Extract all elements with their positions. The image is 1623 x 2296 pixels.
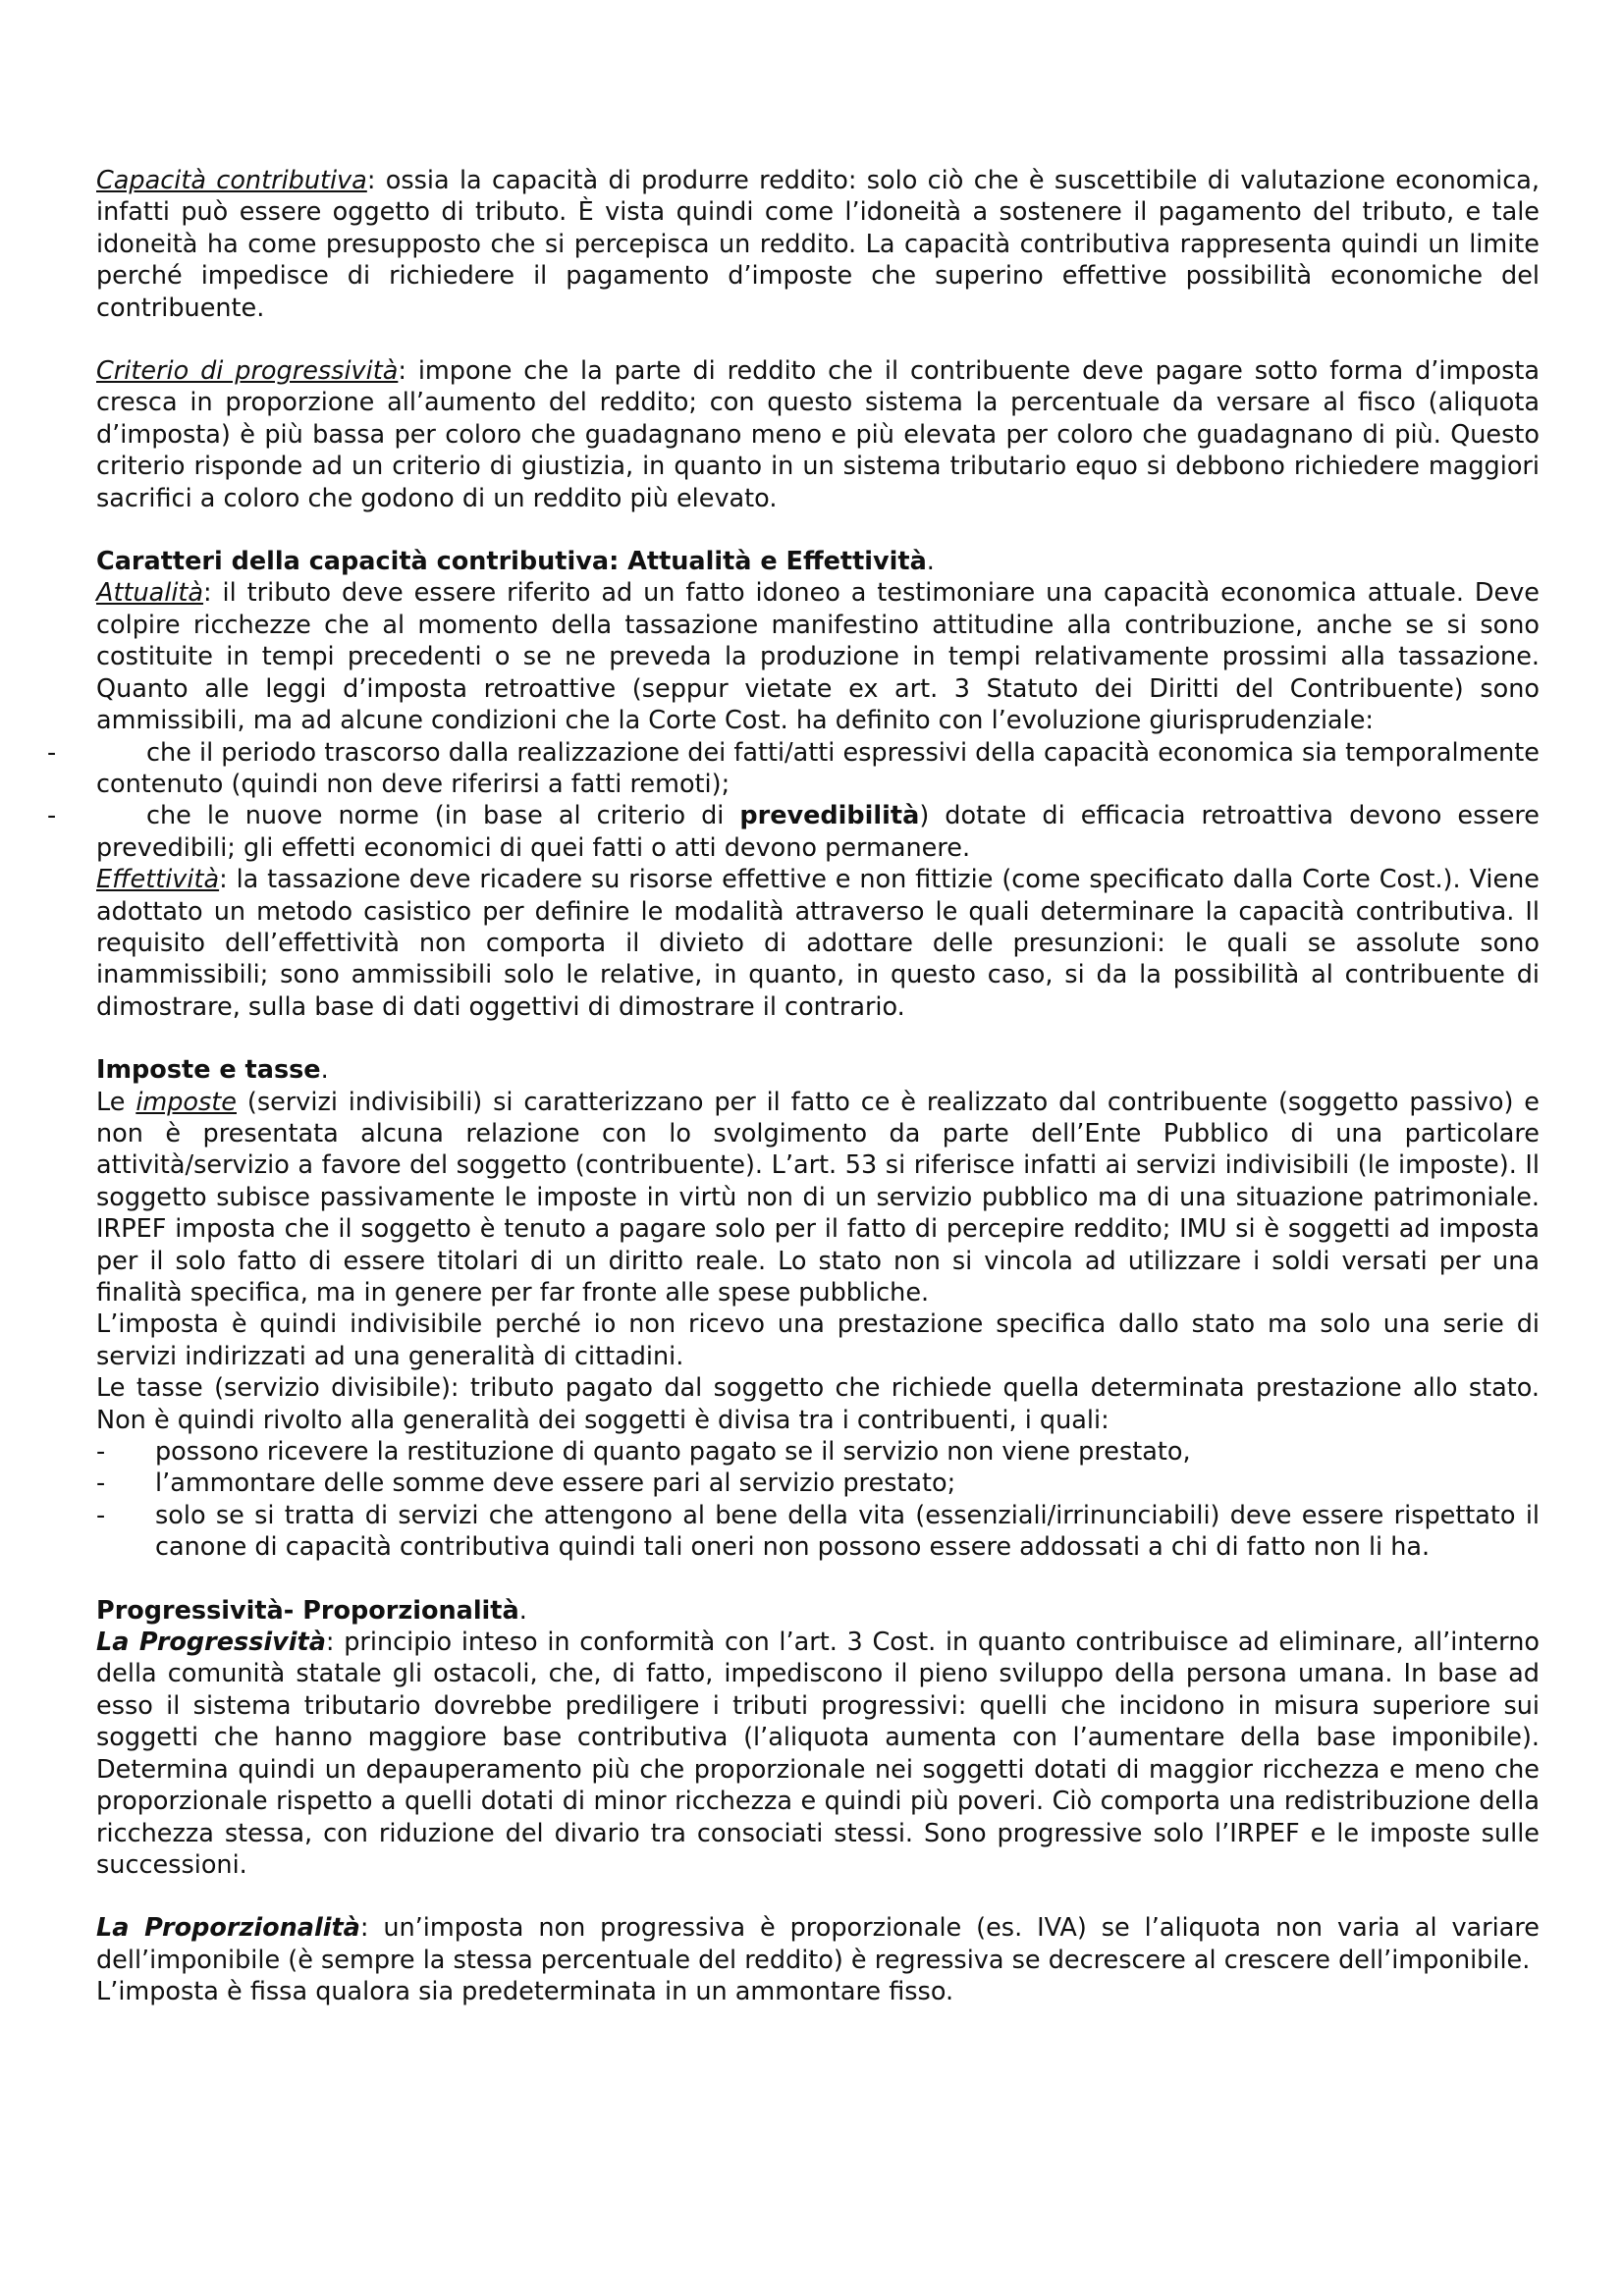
list-item-text: l’ammontare delle somme deve essere pari al servizio prestato; [155,1468,956,1499]
paragraph-imposte [96,1087,1540,1309]
list-item [96,1468,1540,1499]
heading-text: Imposte e tasse [96,1055,321,1086]
heading-text: Progressività- Proporzionalità [96,1595,519,1626]
dash-bullet: - [96,1437,106,1468]
paragraph-la-progressivita [96,1627,1540,1881]
paragraph-text: : principio inteso in conformità con l’art. 3 Cost. in quanto contribuisce ad eliminare, all’interno della comunità statale gli ostacoli, che, di fatto, impediscono il pieno sviluppo della persona umana. In base ad esso il sistema tributario dovrebbe prediligere i tributi progressivi: quelli che incidono in misura superiore sui soggetti che hanno maggiore base contributiva (l’aliquota aumenta con l’aumentare della base imponibile). Determina quindi un depauperamento più che proporzionale nei soggetti dotati di maggior ricchezza e meno che proporzionale rispetto a quelli dotati di minor ricchezza e quindi più poveri. Ciò comporta una redistribuzione della ricchezza stessa, con riduzione del divario tra consociati stessi. Sono progressive solo l’IRPEF e le imposte sulle successioni. [96,1628,1540,1880]
paragraph-text: : ossia la capacità di produrre reddito: solo ciò che è suscettibile di valutazione economica, infatti può essere oggetto di tributo. È vista quindi come l’idoneità a sostenere il pagamento del tributo, e tale idoneità ha come presupposto che si percepisca un reddito. La capacità contributiva rappresenta quindi un limite perché impedisce di richiedere il pagamento d’imposte che superino effettive possibilità economiche del contribuente. [96,166,1541,323]
list-item [96,1500,1540,1564]
spacer [96,1564,1540,1595]
heading-caratteri [96,546,1540,577]
list-item-text: solo se si tratta di servizi che attengono al bene della vita (essenziali/irrinunciabili) deve essere rispettato il canone di capacità contributiva quindi tali oneri non possono essere addossati a chi di fatto non li ha. [155,1500,1540,1563]
term-attualita: Attualità [96,578,204,609]
paragraph-text: (servizi indivisibili) si caratterizzano per il fatto ce è realizzato dal contribuente (soggetto passivo) e non è presentata alcuna relazione con lo svolgimento da parte dell’Ente Pubblico di una particolare attività/servizio a favore del soggetto (contribuente). L’art. 53 si riferisce infatti ai servizi indivisibili (le imposte). Il soggetto subisce passivamente le imposte in virtù non di un servizio pubblico ma di una situazione patrimoniale. IRPEF imposta che il soggetto è tenuto a pagare solo per il fatto di percepire reddito; IMU si è soggetti ad imposta per il solo fatto di essere titolari di un diritto reale. Lo stato non si vincola ad utilizzare i soldi versati per una finalità specifica, ma in genere per far fronte alle spese pubbliche. [96,1087,1540,1308]
paragraph-progressivita-criterio [96,355,1540,514]
heading-imposte-tasse [96,1054,1540,1086]
paragraph-effettivita [96,864,1540,1023]
list-item [47,737,1540,801]
heading-period: . [926,547,935,577]
paragraph-text: : un’imposta non progressiva è proporzionale (es. IVA) se l’aliquota non varia al variare dell’imponibile (è sempre la stessa percentuale del reddito) è regressiva se decrescere al crescere dell’imponibile. [96,1913,1540,1975]
paragraph-text: Le [96,1087,136,1117]
list-attualita-conditions [47,737,1540,865]
paragraph-imposta-fissa: L’imposta è fissa qualora sia predeterminata in un ammontare fisso. [96,1977,954,2007]
list-item-text: ) dotate di efficacia retroattiva devono essere prevedibili; gli effetti economici di quei fatti o atti devono permanere. [96,801,1540,863]
heading-progressivita-proporzionalita [96,1595,1540,1627]
paragraph-attualita [96,577,1540,736]
heading-period: . [518,1595,527,1626]
paragraph-text: : impone che la parte di reddito che il contribuente deve pagare sotto forma d’imposta cresca in proporzione all’aumento del reddito; con questo sistema la percentuale da versare al fisco (aliquota d’imposta) è più bassa per coloro che guadagnano meno e più elevata per coloro che guadagnano di più. Questo criterio risponde ad un criterio di giustizia, in quanto in un sistema tributario equo si debbono richiedere maggiori sacrifici a coloro che godono di un reddito più elevato. [96,356,1540,513]
term-imposte: imposte [135,1087,237,1117]
paragraph-la-proporzionalita [96,1912,1540,1976]
spacer [96,324,1540,355]
spacer [96,1881,1540,1912]
list-item [47,800,1540,864]
term-la-proporzionalita: La Proporzionalità [96,1913,360,1944]
document-page [47,165,1541,2008]
paragraph-tasse: Le tasse (servizio divisibile): tributo pagato dal soggetto che richiede quella determinata prestazione allo stato. Non è quindi rivolto alla generalità dei soggetti è divisa tra i contribuenti, i quali: [96,1373,1540,1435]
term-criterio-progressivita: Criterio di progressività [96,356,399,387]
list-item-text: possono ricevere la restituzione di quanto pagato se il servizio non viene prestato, [155,1437,1191,1468]
term-prevedibilita: prevedibilità [739,801,920,831]
list-item-text: che le nuove norme (in base al criterio di [146,801,740,831]
spacer [96,514,1540,546]
paragraph-imposta-indivisibile: L’imposta è quindi indivisibile perché io non ricevo una prestazione specifica dallo stato ma solo una serie di servizi indirizzati ad una generalità di cittadini. [96,1309,1540,1371]
dash-bullet: - [96,1468,106,1499]
dash-bullet: - [47,801,57,831]
list-item [96,1436,1540,1468]
paragraph-text: : il tributo deve essere riferito ad un fatto idoneo a testimoniare una capacità economica attuale. Deve colpire ricchezze che al momento della tassazione manifestino attitudine alla contribuzione, anche se si sono costituite in tempi precedenti o se ne preveda la produzione in tempi relativamente prossimi alla tassazione. Quanto alle leggi d’imposta retroattive (seppur vietate ex art. 3 Statuto dei Diritti del Contribuente) sono ammissibili, ma ad alcune condizioni che la Corte Cost. ha definito con l’evoluzione giurisprudenziale: [96,578,1540,736]
term-la-progressivita: La Progressività [96,1628,326,1658]
heading-text: Caratteri della capacità contributiva: Attualità e Effettività [96,547,927,577]
spacer [96,1023,1540,1054]
list-tasse [96,1436,1540,1564]
paragraph-capacita [96,165,1540,324]
paragraph-text: : la tassazione deve ricadere su risorse effettive e non fittizie (come specificato dalla Corte Cost.). Viene adottato un metodo casistico per definire le modalità attraverso le quali determinare la capacità contributiva. Il requisito dell’effettività non comporta il divieto di adottare delle presunzioni: le quali se assolute sono inammissibili; sono ammissibili solo le relative, in quanto, in questo caso, si da la possibilità al contribuente di dimostrare, sulla base di dati oggettivi di dimostrare il contrario. [96,865,1540,1022]
dash-bullet: - [96,1500,106,1530]
dash-bullet: - [47,737,57,768]
term-capacita-contributiva: Capacità contributiva [96,166,367,195]
heading-period: . [320,1055,329,1086]
term-effettivita: Effettività [96,865,220,895]
list-item-text: che il periodo trascorso dalla realizzazione dei fatti/atti espressivi della capacità economica sia temporalmente contenuto (quindi non deve riferirsi a fatti remoti); [96,737,1540,799]
